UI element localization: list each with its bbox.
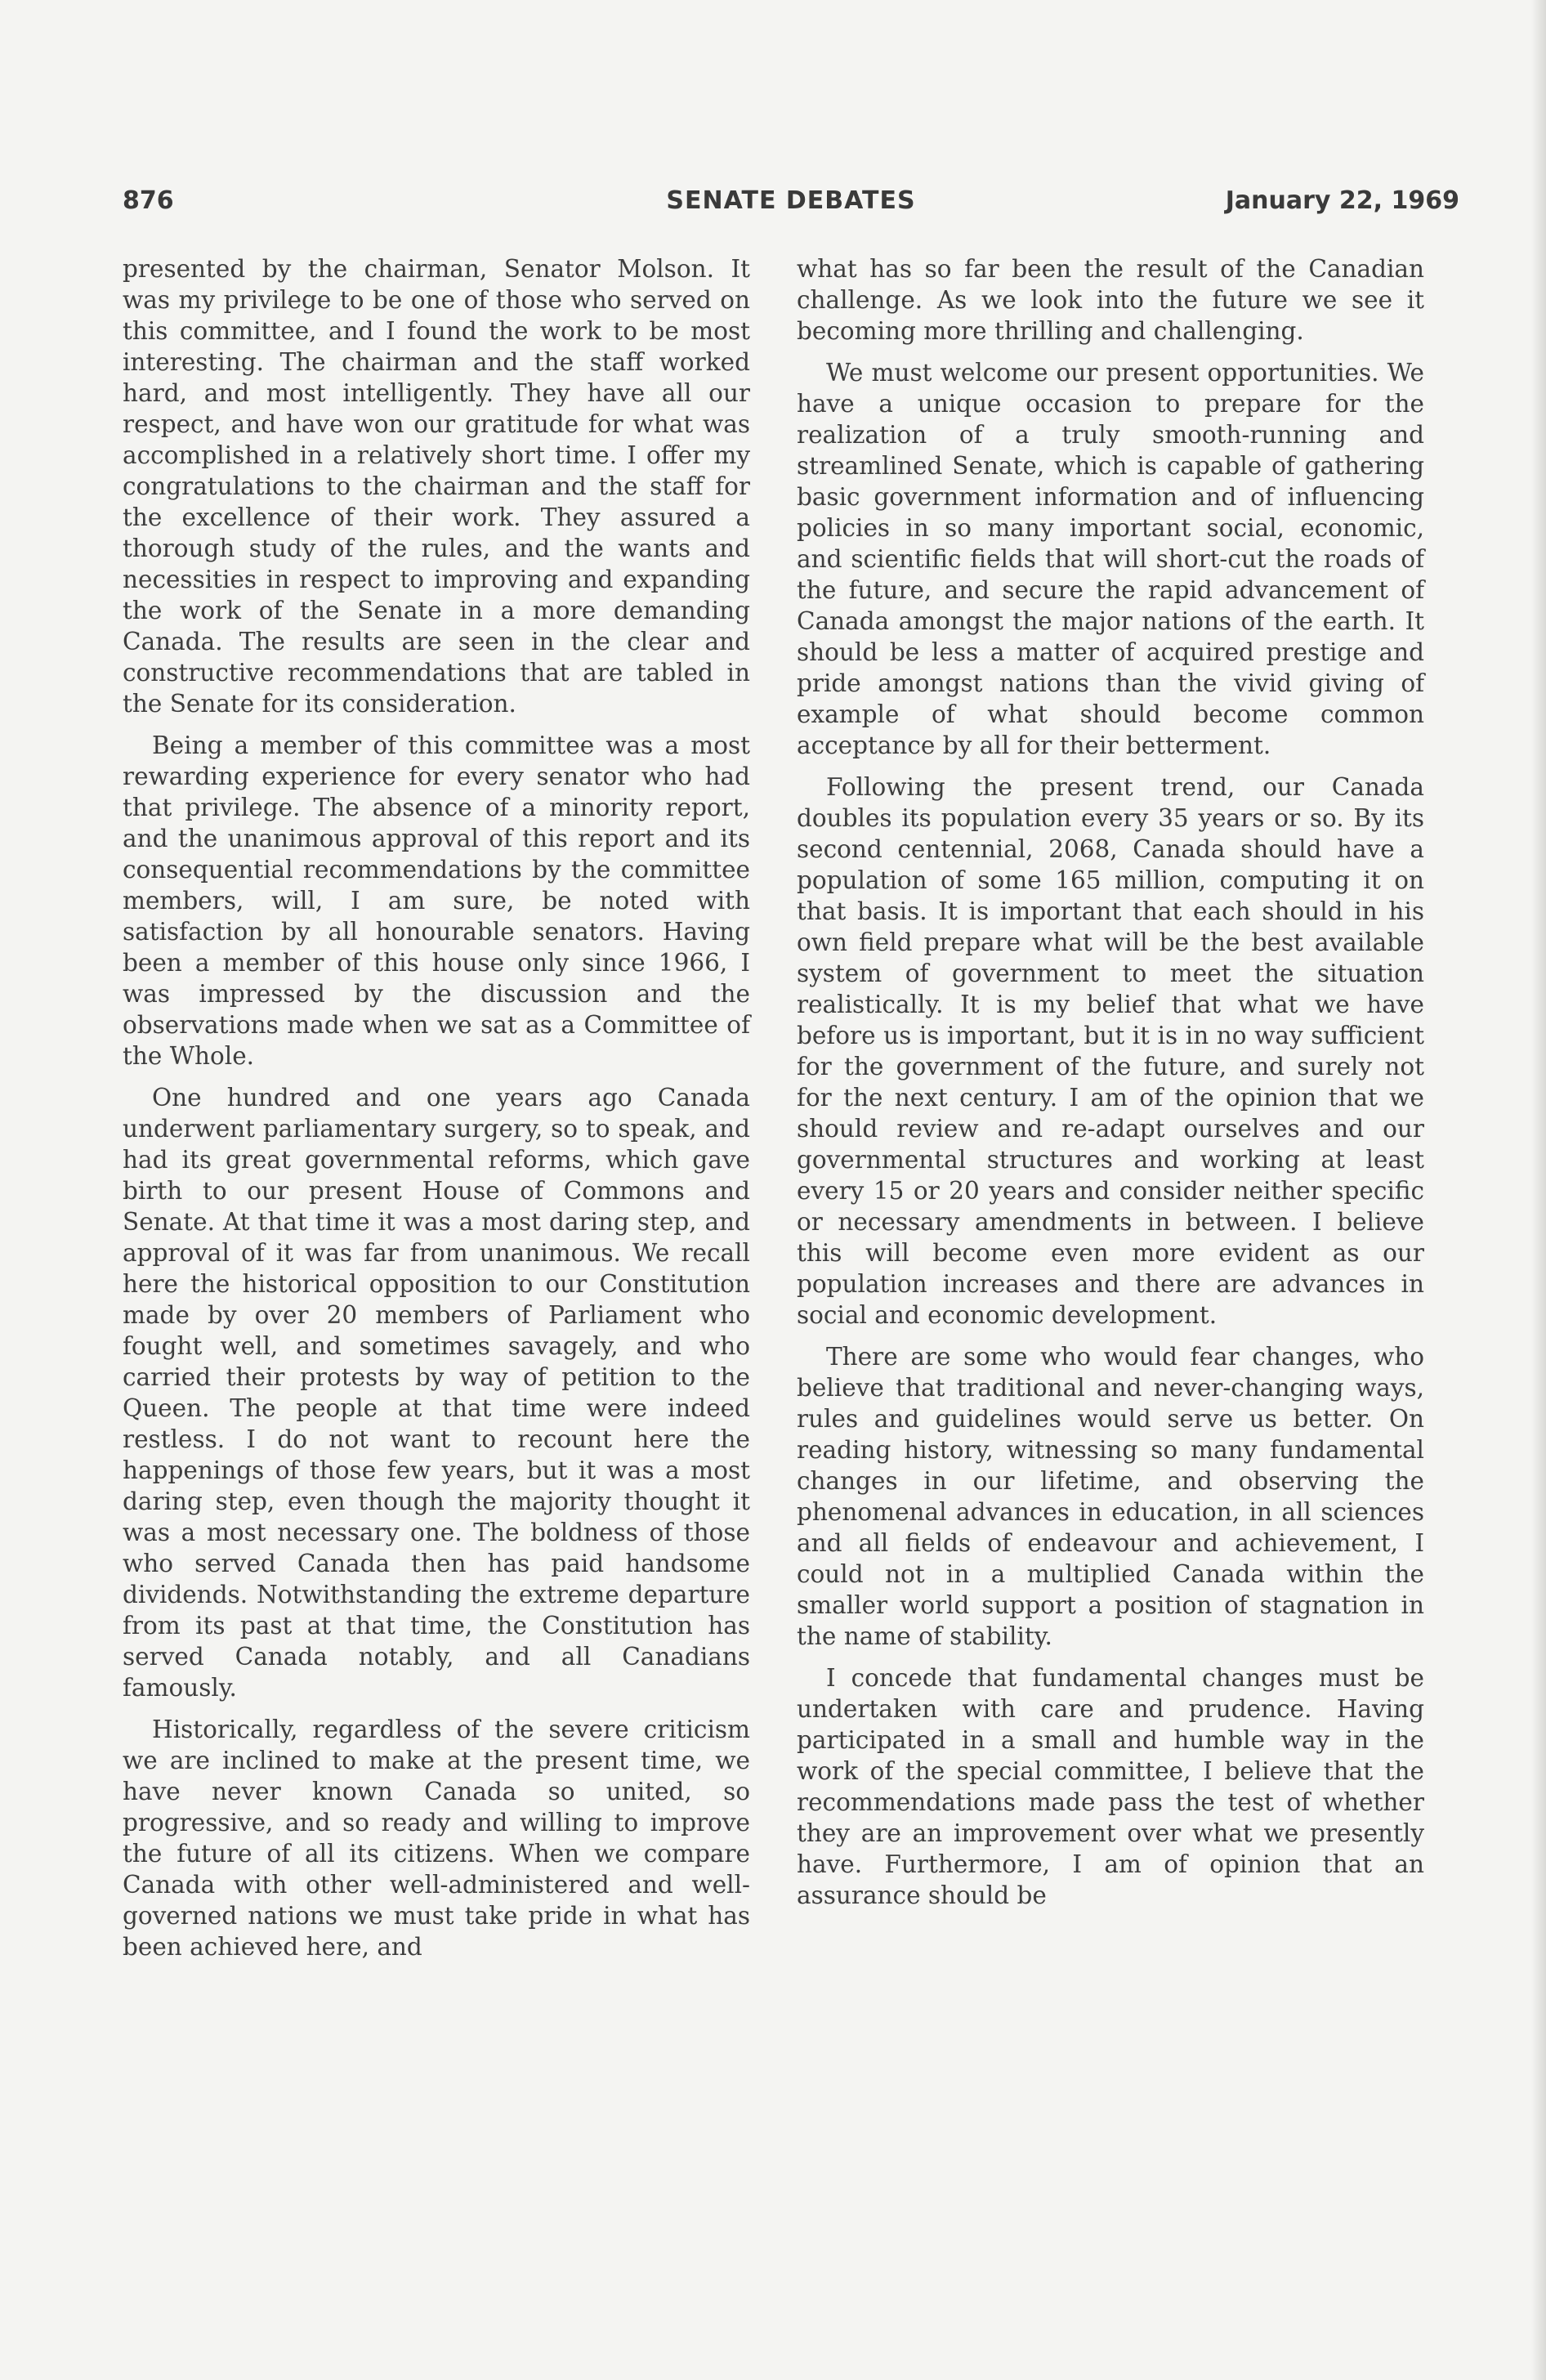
paragraph: There are some who would fear changes, who believe that traditional and never-changing ways, rules and guidelines would serve us better. On reading history, witnessing so many fundamental changes in our lifetime, and observing the phenomenal advances in education, in all sciences and all fields of endeavour and achievement, I could not in a multiplied Canada within the smaller world support a position of stagnation in the name of stability. xyxy=(797,1343,1424,1650)
publication-title: SENATE DEBATES xyxy=(666,186,916,215)
issue-date: January 22, 1969 xyxy=(1225,186,1459,215)
paragraph: I concede that fundamental changes must be undertaken with care and prudence. Having participated in a small and humble way in the work of the special committee, I believe that the recommendations made pass the test of whether they are an improvement over what we presently have. Furthermore, I am of opinion that an assurance should be xyxy=(797,1664,1424,1909)
paragraph: Following the present trend, our Canada doubles its population every 35 years or so. By its second centennial, 2068, Canada should have a population of some 165 million, computing it on that basis. It is important that each should in his own field prepare what will be the best available system of government to meet the situation realistically. It is my belief that what we have before us is important, but it is in no way sufficient for the government of the future, and surely not for the next century. I am of the opinion that we should review and re-adapt ourselves and our governmental structures and working at least every 15 or 20 years and consider neither specific or necessary amendments in between. I believe this will become even more evident as our population increases and there are advances in social and economic development. xyxy=(797,773,1424,1329)
paragraph: presented by the chairman, Senator Molson. It was my privilege to be one of those who served on this committee, and I found the work to be most interesting. The chairman and the staff worked hard, and most intelligently. They have all our respect, and have won our gratitude for what was accomplished in a relatively short time. I offer my congratulations to the chairman and the staff for the excellence of their work. They assured a thorough study of the rules, and the wants and necessities in respect to improving and expanding the work of the Senate in a more demanding Canada. The results are seen in the clear and constructive recommendations that are tabled in the Senate for its consideration. xyxy=(123,255,750,718)
paragraph: what has so far been the result of the Canadian challenge. As we look into the future we see it becoming more thrilling and challenging. xyxy=(797,255,1424,345)
paragraph: We must welcome our present opportunities. We have a unique occasion to prepare for the realization of a truly smooth-running and streamlined Senate, which is capable of gathering basic government information and of influencing policies in so many important social, economic, and scientific fields that will short-cut the roads of the future, and secure the rapid advancement of Canada amongst the major nations of the earth. It should be less a matter of acquired prestige and pride amongst nations than the vivid giving of example of what should become common acceptance by all for their betterment. xyxy=(797,359,1424,759)
paragraph: Historically, regardless of the severe criticism we are inclined to make at the present time, we have never known Canada so united, so progressive, and so ready and willing to improve the future of all its citizens. When we compare Canada with other well-administered and well-governed nations we must take pride in what has been achieved here, and xyxy=(123,1716,750,1961)
paragraph: One hundred and one years ago Canada underwent parliamentary surgery, so to speak, and had its great governmental reforms, which gave birth to our present House of Commons and Senate. At that time it was a most daring step, and approval of it was far from unanimous. We recall here the historical opposition to our Constitution made by over 20 members of Parliament who fought well, and sometimes savagely, and who carried their protests by way of petition to the Queen. The people at that time were indeed restless. I do not want to recount here the happenings of those few years, but it was a most daring step, even though the majority thought it was a most necessary one. The boldness of those who served Canada then has paid handsome dividends. Notwithstanding the extreme departure from its past at that time, the Constitution has served Canada notably, and all Canadians famously. xyxy=(123,1084,750,1702)
running-header xyxy=(123,186,1459,226)
right-column xyxy=(797,253,1424,1921)
page-edge-shadow xyxy=(1531,0,1546,2380)
paragraph: Being a member of this committee was a most rewarding experience for every senator who had that privilege. The absence of a minority report, and the unanimous approval of this report and its consequential recommendations by the committee members, will, I am sure, be noted with satisfaction by all honourable senators. Having been a member of this house only since 1966, I was impressed by the discussion and the observations made when we sat as a Committee of the Whole. xyxy=(123,731,750,1070)
left-column xyxy=(123,253,750,1973)
page-number: 876 xyxy=(123,186,174,215)
